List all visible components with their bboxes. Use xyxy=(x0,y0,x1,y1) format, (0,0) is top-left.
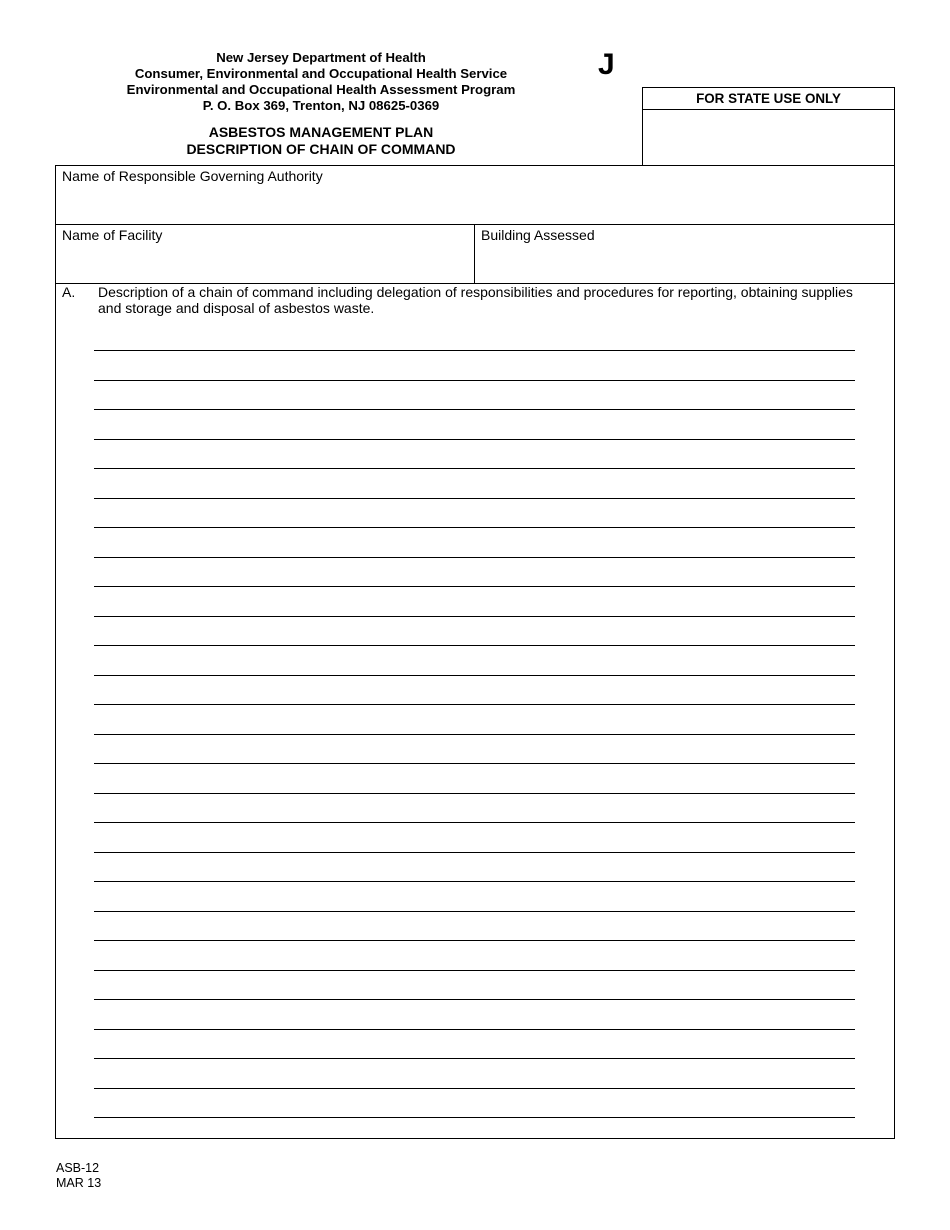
agency-address: P. O. Box 369, Trenton, NJ 08625-0369 xyxy=(202,98,440,113)
writing-line[interactable] xyxy=(94,999,855,1000)
program-name: Environmental and Occupational Health Assessment Program xyxy=(126,82,516,97)
writing-line[interactable] xyxy=(94,439,855,440)
section-a-instructions: Description of a chain of command including delegation of responsibilities and procedures for reporting, obtaining supplies and storage and disposal of asbestos waste. xyxy=(98,284,853,316)
facility-name-field[interactable] xyxy=(56,225,475,283)
writing-line[interactable] xyxy=(94,498,855,499)
writing-line[interactable] xyxy=(94,793,855,794)
writing-line[interactable] xyxy=(94,586,855,587)
form-code xyxy=(56,1161,101,1191)
facility-name-label: Name of Facility xyxy=(62,227,163,243)
agency-header xyxy=(100,50,542,114)
writing-line[interactable] xyxy=(94,822,855,823)
form-number: ASB-12 xyxy=(56,1161,100,1175)
writing-line[interactable] xyxy=(94,645,855,646)
service-name: Consumer, Environmental and Occupational Health Service xyxy=(134,66,508,81)
form-title xyxy=(100,124,542,158)
section-a xyxy=(56,284,894,1138)
writing-line[interactable] xyxy=(94,940,855,941)
governing-authority-field[interactable] xyxy=(56,166,894,225)
department-name: New Jersey Department of Health xyxy=(216,50,426,65)
state-use-box xyxy=(642,87,895,165)
writing-line[interactable] xyxy=(94,675,855,676)
writing-line[interactable] xyxy=(94,1117,855,1118)
main-form xyxy=(55,165,895,1139)
state-use-area xyxy=(643,110,894,165)
writing-line[interactable] xyxy=(94,704,855,705)
writing-line[interactable] xyxy=(94,881,855,882)
form-title-line-1: ASBESTOS MANAGEMENT PLAN xyxy=(208,124,434,140)
writing-line[interactable] xyxy=(94,1088,855,1089)
writing-line[interactable] xyxy=(94,852,855,853)
writing-line[interactable] xyxy=(94,350,855,351)
writing-line[interactable] xyxy=(94,527,855,528)
writing-line[interactable] xyxy=(94,911,855,912)
writing-line[interactable] xyxy=(94,1058,855,1059)
writing-line[interactable] xyxy=(94,734,855,735)
building-assessed-field[interactable] xyxy=(475,225,894,283)
facility-row xyxy=(56,225,894,284)
writing-line[interactable] xyxy=(94,380,855,381)
form-revision: MAR 13 xyxy=(56,1176,102,1190)
section-a-label: A. xyxy=(62,284,76,300)
form-title-line-2: DESCRIPTION OF CHAIN OF COMMAND xyxy=(186,141,456,157)
building-assessed-label: Building Assessed xyxy=(481,227,595,243)
writing-line[interactable] xyxy=(94,468,855,469)
writing-line[interactable] xyxy=(94,763,855,764)
writing-line[interactable] xyxy=(94,1029,855,1030)
writing-line[interactable] xyxy=(94,616,855,617)
writing-line[interactable] xyxy=(94,557,855,558)
governing-authority-label: Name of Responsible Governing Authority xyxy=(62,168,323,184)
writing-line[interactable] xyxy=(94,970,855,971)
state-use-label: FOR STATE USE ONLY xyxy=(643,88,894,110)
writing-line[interactable] xyxy=(94,409,855,410)
form-letter: J xyxy=(598,48,615,81)
